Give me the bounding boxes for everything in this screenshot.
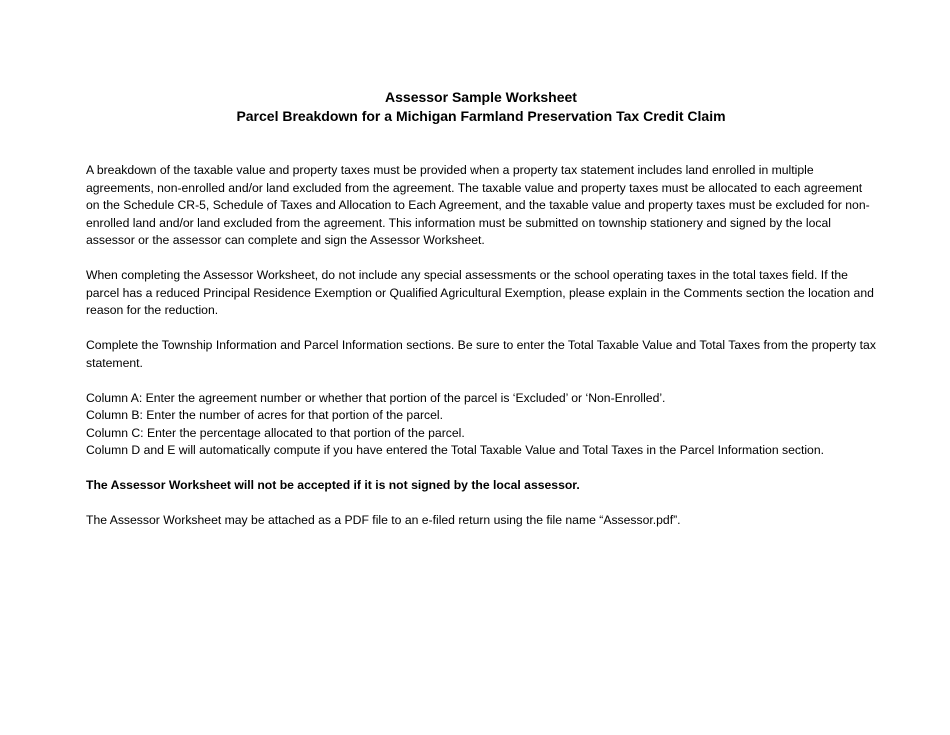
column-a-instruction: Column A: Enter the agreement number or whether that portion of the parcel is ‘Excluded’ or ‘Non-Enrolled’.	[86, 390, 666, 405]
completion-paragraph: When completing the Assessor Worksheet, do not include any special assessments or the school operating taxes in the total taxes field. If the parcel has a reduced Principal Residence Exemption or Qualified Agricultural Exemption, please explain in the Comments section the location and reason for the reduction.	[86, 268, 874, 317]
column-c-instruction: Column C: Enter the percentage allocated to that portion of the parcel.	[86, 425, 465, 440]
column-d-e-instruction: Column D and E will automatically compute if you have entered the Total Taxable Value and Total Taxes in the Parcel Information section.	[86, 443, 824, 457]
document-title: Assessor Sample Worksheet	[385, 89, 577, 105]
signature-warning: The Assessor Worksheet will not be accepted if it is not signed by the local assessor.	[86, 478, 580, 492]
column-b-instruction: Column B: Enter the number of acres for that portion of the parcel.	[86, 408, 444, 422]
document-subtitle: Parcel Breakdown for a Michigan Farmland Preservation Tax Credit Claim	[236, 108, 726, 124]
title-block	[86, 88, 876, 126]
attachment-note: The Assessor Worksheet may be attached as a PDF file to an e-filed return using the file name “Assessor.pdf”.	[86, 513, 681, 527]
document-page	[86, 88, 876, 547]
column-instructions	[86, 390, 876, 460]
intro-paragraph: A breakdown of the taxable value and property taxes must be provided when a property tax statement includes land enrolled in multiple agreements, non-enrolled and/or land excluded from the agreement. The taxable value and property taxes must be allocated to each agreement on the Schedule CR-5, Schedule of Taxes and Allocation to Each Agreement, and the taxable value and property taxes must be excluded for non-enrolled land and/or land excluded from the agreement. This information must be submitted on township stationery and signed by the local assessor or the assessor can complete and sign the Assessor Worksheet.	[86, 163, 870, 247]
sections-paragraph: Complete the Township Information and Parcel Information sections. Be sure to enter the Total Taxable Value and Total Taxes from the property tax statement.	[86, 338, 876, 370]
